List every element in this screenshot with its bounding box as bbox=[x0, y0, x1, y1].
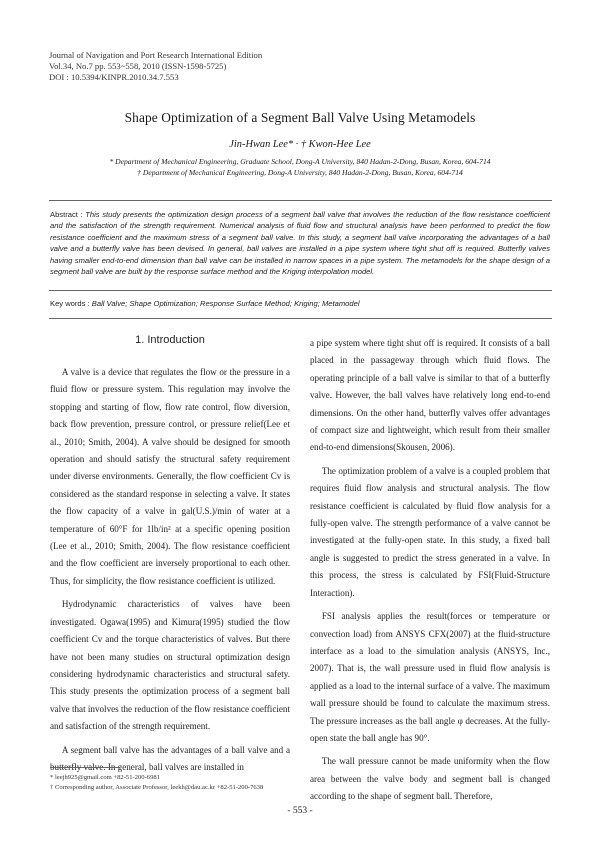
footnote-corresponding-author: † Corresponding author, Associate Professor, leekh@dau.ac.kr +82-51-200-7638 bbox=[50, 784, 264, 791]
abstract-top-rule bbox=[49, 200, 552, 201]
abstract bbox=[50, 209, 550, 277]
paragraph: FSI analysis applies the result(forces or temperature or convection load) from ANSYS CFX(2007) at the fluid-structure interface as a load to the simulation analysis (ANSYS, Inc., 2007). That is, the wall pressure used in fluid flow analysis is applied as a load to the internal surface of a valve. The maximum wall pressure should be found to calculate the maximum stress. The pressure increases as the ball angle φ decreases. At the fully-open state the ball angle has 90°. bbox=[310, 611, 550, 743]
journal-name: Journal of Navigation and Port Research International Edition bbox=[49, 50, 263, 60]
paragraph: a pipe system where tight shut off is required. It consists of a ball placed in the passageway through which fluid flows. The operating principle of a ball valve is similar to that of a butterfly valve. However, the ball valves have relatively long end-to-end dimensions. On the other hand, butterfly valves offer advantages of compact size and lightweight, which result from their smaller end-to-end dimensions(Skousen, 2006). bbox=[310, 338, 550, 453]
footnote-author-email: * leejh925@gmail.com +82-51-200-6981 bbox=[50, 774, 160, 781]
affiliation-2: † Department of Mechanical Engineering, Dong-A University, 840 Hadan-2-Dong, Busan, Korea, 604-714 bbox=[137, 168, 463, 177]
keywords bbox=[50, 299, 550, 308]
paragraph: Hydrodynamic characteristics of valves have been investigated. Ogawa(1995) and Kimura(1995) studied the flow coefficient Cv and the torque characteristics of valves. But there have not been many studies on structural optimization design considering hydrodynamic characteristics and structural safety. This study presents the optimization process of a segment ball valve that involves the reduction of the flow resistance coefficient and satisfaction of the strength requirement. bbox=[50, 599, 290, 732]
left-column bbox=[50, 332, 290, 782]
section-title-introduction: 1. Introduction bbox=[135, 334, 205, 346]
keywords-label: Key words : bbox=[50, 299, 92, 308]
abstract-bottom-rule bbox=[49, 290, 552, 291]
affiliation-1: * Department of Mechanical Engineering, Graduate School, Dong-A University, 840 Hadan-2-Dong, Busan, Korea, 604-714 bbox=[109, 157, 491, 166]
keywords-text: Ball Valve; Shape Optimization; Response Surface Method; Kriging; Metamodel bbox=[91, 299, 360, 308]
journal-doi: DOI : 10.5394/KINPR.2010.34.7.553 bbox=[49, 72, 179, 82]
journal-volume: Vol.34, No.7 pp. 553~558, 2010 (ISSN-1598-5725) bbox=[49, 61, 227, 71]
abstract-label: Abstract : bbox=[50, 210, 86, 219]
paragraph: The optimization problem of a valve is a coupled problem that requires fluid flow analysis and structural analysis. The flow resistance coefficient is calculated by fluid flow analysis for a fully-open valve. The strength performance of a valve cannot be investigated at the fully-open state. In this study, a fixed ball angle is suggested to predict the stress generated in a valve. In this process, the stress is calculated by FSI(Fluid-Structure Interaction). bbox=[310, 465, 550, 598]
paragraph: The wall pressure cannot be made uniformity when the flow area between the valve body and segment ball is changed according to the shape of segment ball. Therefore, bbox=[310, 756, 550, 802]
paragraph: A segment ball valve has the advantages of a ball valve and a butterfly valve. In general, ball valves are installed in bbox=[50, 744, 290, 772]
page-number: - 553 - bbox=[287, 806, 313, 816]
footnote-rule bbox=[50, 767, 120, 768]
abstract-text: This study presents the optimization design process of a segment ball valve that involves the reduction of the flow resistance coefficient and the satisfaction of the strength requirement. Numerical analysis of fluid flow and structural analysis have been performed to predict the flow resistance coefficient and the maximum stress of a segment ball valve. In this study, a segment ball valve incorporating the advantages of a ball valve and a butterfly valve has been devised. In general, ball valves are installed in a pipe system where tight shut off is required. Butterfly valves having smaller end-to-end dimension than ball valve can be installed in narrow spaces in a pipe system. The metamodels for the shape design of a segment ball valve are built by the response surface method and the Kriging interpolation model. bbox=[50, 210, 550, 277]
journal-header bbox=[49, 50, 262, 83]
keywords-bottom-rule bbox=[49, 318, 552, 319]
paper-authors: Jin-Hwan Lee* · † Kwon-Hee Lee bbox=[229, 139, 371, 150]
right-column bbox=[310, 335, 550, 812]
footnotes bbox=[50, 773, 263, 793]
paragraph: A valve is a device that regulates the flow or the pressure in a fluid flow or pressure system. This regulation may involve the stopping and starting of flow, flow rate control, flow diversion, back flow prevention, pressure control, or pressure relief(Lee et al., 2010; Smith, 2004). A valve should be designed for smooth operation and should satisfy the structural safety requirement under diverse environments. Generally, the flow coefficient Cv is considered as the standard response in selecting a valve. It states the flow capacity of a valve in gal(U.S.)/min of water at a temperature of 60°F for 1lb/in² at a specific opening position (Lee et al., 2010; Smith, 2004). The flow resistance coefficient and the flow coefficient are inversely proportional to each other. Thus, for simplicity, the flow resistance coefficient is utilized. bbox=[50, 367, 290, 586]
paper-title: Shape Optimization of a Segment Ball Valve Using Metamodels bbox=[124, 110, 476, 125]
